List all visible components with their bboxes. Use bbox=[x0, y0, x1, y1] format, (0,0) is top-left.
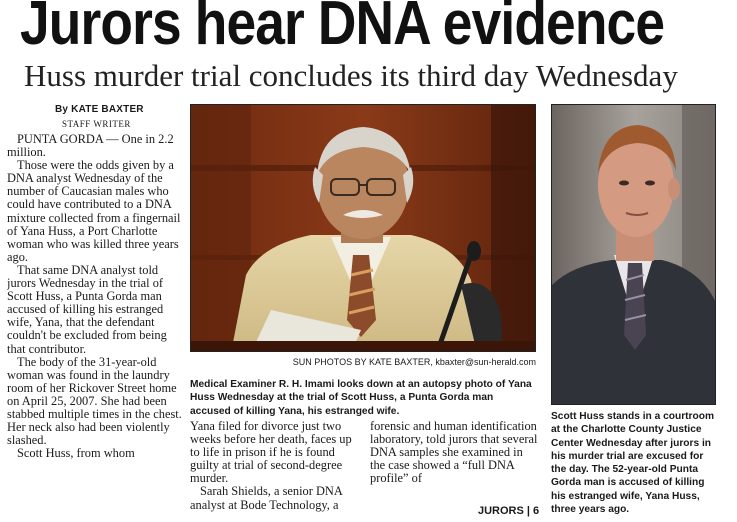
byline-title: STAFF WRITER bbox=[62, 119, 131, 129]
photo-caption-side: Scott Huss stands in a courtroom at the Charlotte County Justice Center Wednesday after jurors in his murder trial are excused for the day. The 52-year-old Punta Gorda man is accused of killing his estranged wife, Yana Huss, three years ago. bbox=[551, 411, 715, 516]
photo-scott-huss bbox=[551, 104, 716, 405]
paragraph: That same DNA analyst told jurors Wednesday in the trial of Scott Huss, a Punta Gorda man accused of killing his estranged wife, Yana, that the defendant couldn't be excluded from being that contributor. bbox=[7, 262, 167, 356]
paragraph: The body of the 31-year-old woman was found in the laundry room of her Rickover Street home on April 25, 2007. She had been stabbed multiple times in the chest. Her neck also had been violently slashed. bbox=[7, 354, 182, 448]
article-column-1 bbox=[7, 133, 182, 522]
paragraph: Yana filed for divorce just two weeks before her death, faces up to life in prison if he is found guilty at trial of second-degree murder. bbox=[190, 420, 352, 486]
paragraph: Scott Huss, from whom bbox=[17, 446, 135, 461]
paragraph: forensic and human identification laboratory, told jurors that several DNA samples she examined in the case showed a “full DNA profile” of bbox=[370, 420, 538, 486]
paragraph: Those were the odds given by a DNA analyst Wednesday of the number of Caucasian males who could have contributed to a DNA mixture collected from a fingernail of Yana Huss, a Port Charlotte woman who was killed three years ago. bbox=[7, 158, 181, 264]
photo-caption-main: Medical Examiner R. H. Imami looks down at an autopsy photo of Yana Huss Wednesday at the trial of Scott Huss, a Punta Gorda man accused of killing Yana, his estranged wife. bbox=[190, 379, 532, 417]
photo-credit: SUN PHOTOS BY KATE BAXTER, kbaxter@sun-herald.com bbox=[292, 357, 536, 367]
paragraph: PUNTA GORDA — One in 2.2 million. bbox=[7, 133, 174, 160]
jump-line: JURORS | 6 bbox=[478, 505, 540, 517]
photo-medical-examiner bbox=[190, 104, 536, 352]
paragraph: Sarah Shields, a senior DNA analyst at Bode Technology, a bbox=[190, 484, 343, 512]
headline: Jurors hear DNA evidence bbox=[20, 0, 665, 58]
photo-scott-huss-image bbox=[552, 105, 716, 405]
photo-medical-examiner-image bbox=[191, 105, 536, 352]
byline: By KATE BAXTER bbox=[55, 104, 144, 115]
article-column-2 bbox=[190, 420, 358, 522]
subheadline: Huss murder trial concludes its third day Wednesday bbox=[24, 58, 678, 93]
